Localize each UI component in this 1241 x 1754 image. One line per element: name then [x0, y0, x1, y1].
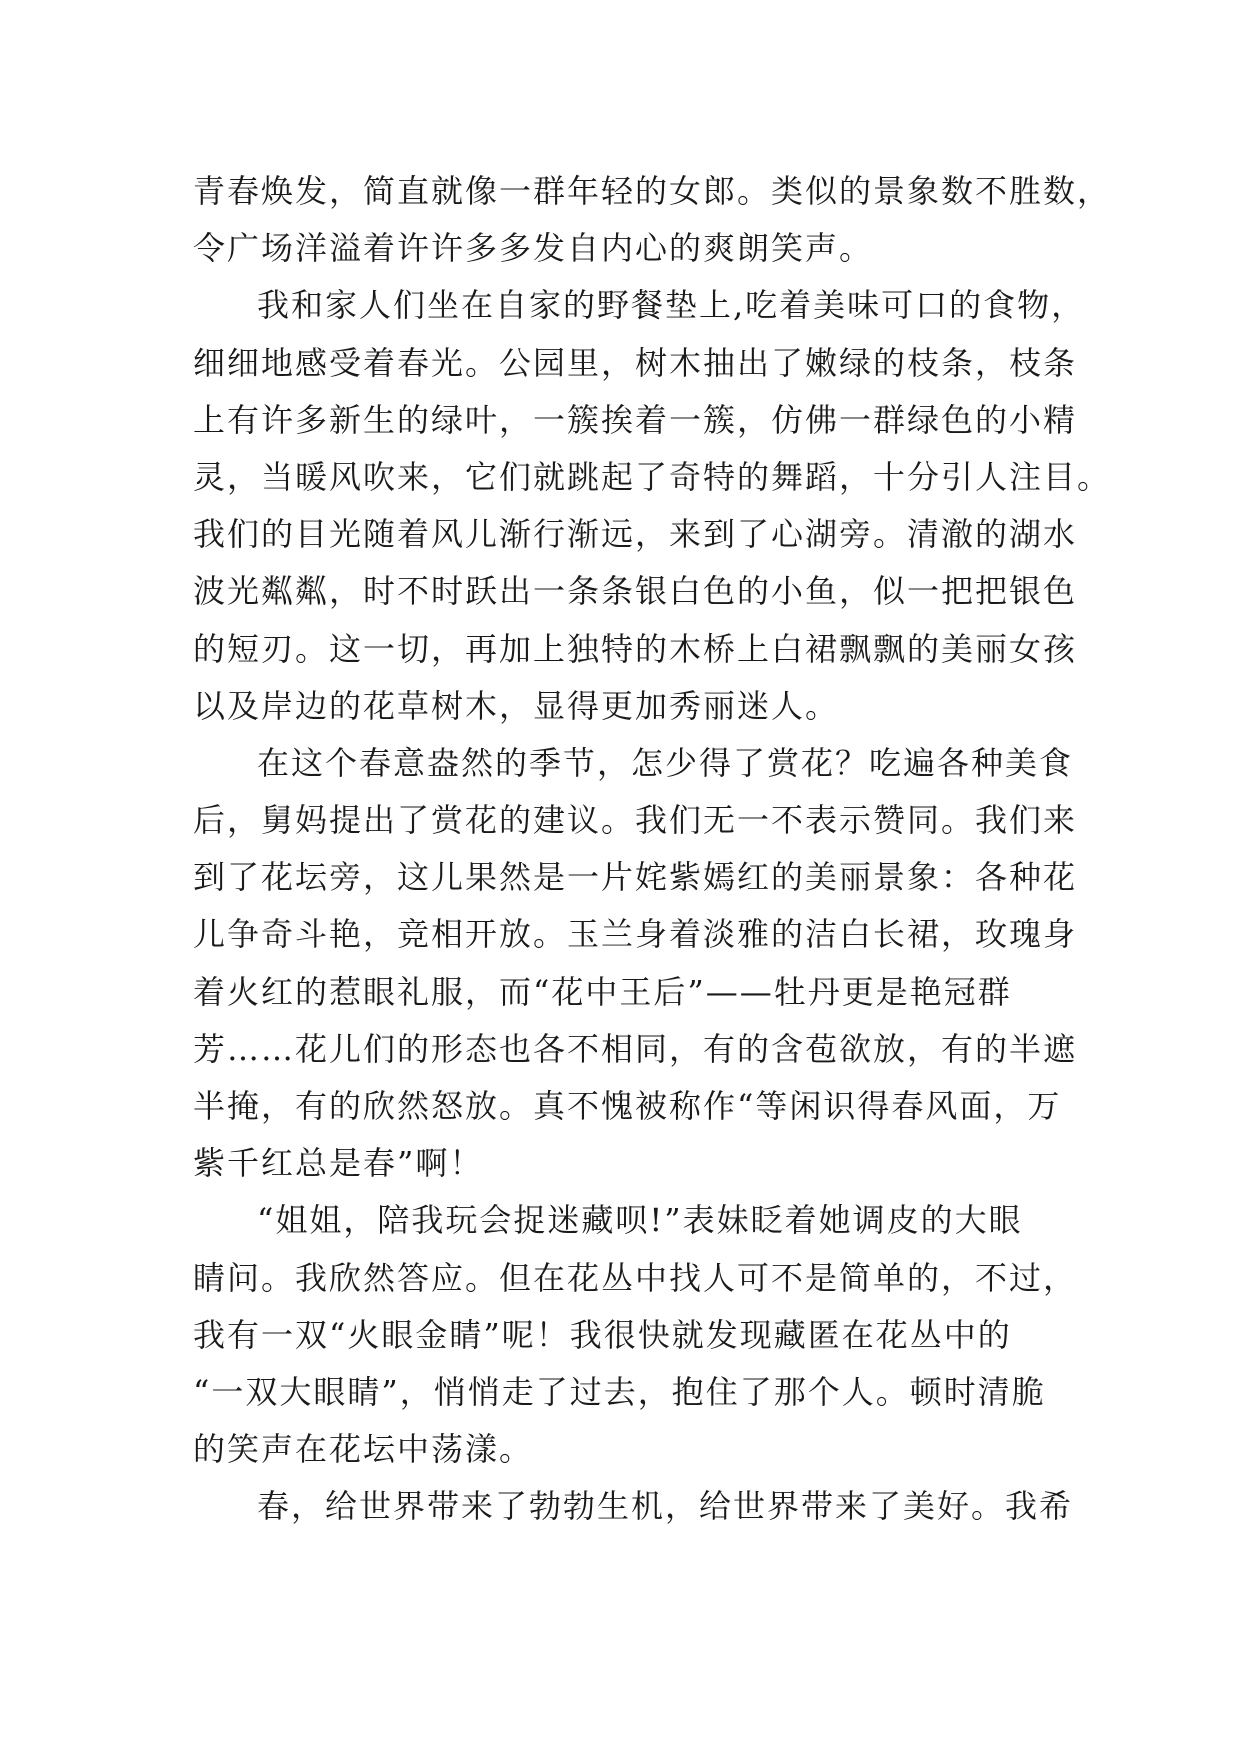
text-line: 我们的目光随着风儿渐行渐远，来到了心湖旁。清澈的湖水	[193, 515, 1078, 554]
text-line: 后，舅妈提出了赏花的建议。我们无一不表示赞同。我们来	[193, 801, 1078, 840]
text-line: “一双大眼睛”，悄悄走了过去，抱住了那个人。顿时清脆	[193, 1372, 1046, 1411]
text-line: 波光粼粼，时不时跃出一条条银白色的小鱼，似一把把银色	[193, 572, 1078, 611]
paragraph-start-line: “姐姐，陪我玩会捉迷藏呗!”表妹眨着她调皮的大眼	[257, 1201, 1023, 1240]
text-line: 以及岸边的花草树木，显得更加秀丽迷人。	[193, 686, 840, 725]
text-line: 半掩，有的欣然怒放。真不愧被称作“等闲识得春风面，万	[193, 1087, 1062, 1125]
paragraph-start-line: 我和家人们坐在自家的野餐垫上,吃着美味可口的食物，	[257, 286, 1086, 325]
text-line: 我有一双“火眼金睛”呢！我很快就发现藏匿在花丛中的	[193, 1315, 1012, 1354]
paragraph-start-line: 在这个春意盎然的季节，怎少得了赏花？吃遍各种美食	[257, 743, 1074, 782]
text-line: 睛问。我欣然答应。但在花丛中找人可不是简单的，不过，	[193, 1258, 1078, 1297]
text-line: 的短刃。这一切，再加上独特的木桥上白裙飘飘的美丽女孩	[193, 629, 1078, 668]
text-line: 上有许多新生的绿叶，一簇挨着一簇，仿佛一群绿色的小精	[193, 400, 1078, 439]
text-line: 灵，当暖风吹来，它们就跳起了奇特的舞蹈，十分引人注目。	[193, 457, 1112, 496]
paragraph-start-line: 春，给世界带来了勃勃生机，给世界带来了美好。我希	[257, 1487, 1074, 1526]
text-line: 芳……花儿们的形态也各不相同，有的含苞欲放，有的半遮	[193, 1029, 1078, 1068]
text-line: 紫千红总是春”啊！	[193, 1144, 484, 1183]
text-line: 到了花坛旁，这儿果然是一片姹紫嫣红的美丽景象：各种花	[193, 858, 1078, 897]
text-line: 的笑声在花坛中荡漾。	[193, 1430, 534, 1469]
text-line: 着火红的惹眼礼服，而“花中王后”——牡丹更是艳冠群	[193, 972, 1012, 1011]
text-line: 令广场洋溢着许许多多发自内心的爽朗笑声。	[193, 229, 874, 268]
text-line: 青春焕发，简直就像一群年轻的女郎。类似的景象数不胜数，	[193, 172, 1112, 210]
text-line: 儿争奇斗艳，竞相开放。玉兰身着淡雅的洁白长裙，玫瑰身	[193, 915, 1078, 954]
article-body	[193, 163, 1112, 1536]
text-line: 细细地感受着春光。公园里，树木抽出了嫩绿的枝条，枝条	[193, 343, 1078, 382]
